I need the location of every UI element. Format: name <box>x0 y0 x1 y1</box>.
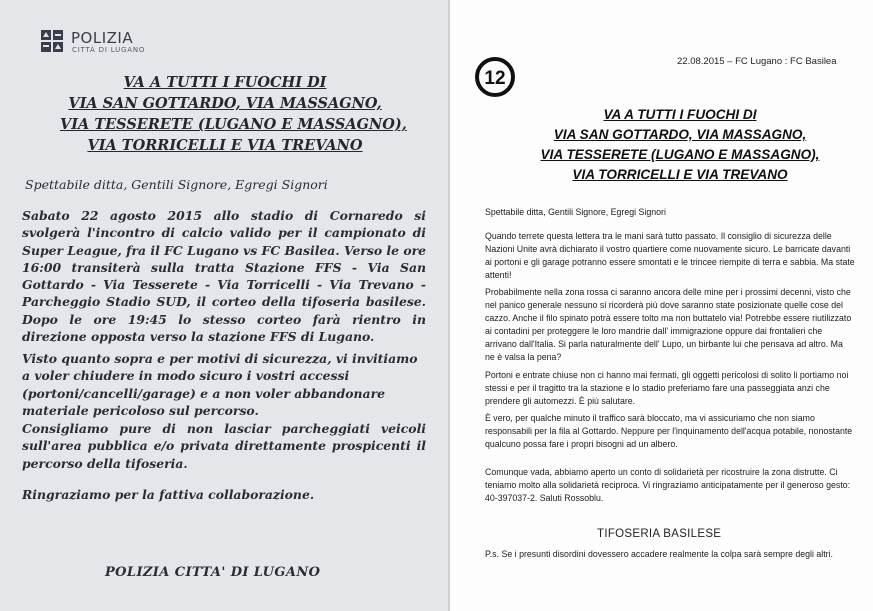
fan-paragraph: Probabilmente nella zona rossa ci saranno ancora delle mine per i prossimi decenni, visto che nel panico generale nessuno si ricorderà più dove saranno state posizionate quelle cose del cazzo. Anche il filo spinato potrà essere tolto ma non buttatelo via! Potrebbe essere riutilizzato ai contadini per proteggere le loro mandrie dall' immigrazione oppure dai frontalieri che arrivano dall'Italia. Si parla naturalmente dell' Lupo, un birbante lui che pensava ad altro. Ma ne è valsa la pena? <box>485 287 852 362</box>
police-logo-subtitle: CITTÀ DI LUGANO <box>72 46 146 54</box>
police-logo-name: POLIZIA <box>71 29 134 47</box>
police-paragraph: Sabato 22 agosto 2015 allo stadio di Cornaredo si svolgerà l'incontro di calcio valido per il campionato di Super League, fra il FC Lugano vs FC Basilea. Verso le ore 16:00 transiterà sulla tratta Stazione FFS - Via San Gottardo - Via Tesserete - Via Torricelli - Via Trevano - Parcheggio Stadio SUD, il corteo della tifoseria basilese. Dopo le ore 19:45 lo stesso corteo farà rientro in direzione opposta verso la stazione FFS di Lugano. <box>22 208 426 345</box>
lugano-crest-icon <box>40 29 64 53</box>
police-notice-title <box>60 72 407 156</box>
title-line: VIA SAN GOTTARDO, VIA MASSAGNO, <box>553 127 807 142</box>
fan-paragraph: Portoni e entrate chiuse non ci hanno mai fermati, gli oggetti pericolosi di solito li portiamo noi stessi e per il tragitto tra la stazione e lo stadio preferiamo fare una passeggiata anzi che prendere gli automezzi. È più salutare. <box>485 370 849 406</box>
title-line: VA A TUTTI I FUOCHI DI <box>603 107 757 122</box>
title-line: VA A TUTTI I FUOCHI DI <box>123 74 327 91</box>
title-line: VIA SAN GOTTARDO, VIA MASSAGNO, <box>68 95 382 112</box>
fan-signature: TIFOSERIA BASILESE <box>597 528 722 540</box>
number-12-badge-icon <box>475 57 515 97</box>
title-line: VIA TORRICELLI E VIA TREVANO <box>572 167 788 182</box>
fan-paragraph: Comunque vada, abbiamo aperto un conto di solidarietà per ricostruire la zona distrutte. Ci teniamo molto alla solidarietà reciproca. Vi ringraziamo anticipatamente per il generoso gesto: 40-397037-2. Saluti Rossoblu. <box>485 467 851 503</box>
police-paragraph: Consigliamo pure di non lasciar parcheggiati veicoli sull'area pubblica e/o privata direttamente prospicenti il percorso della tifoseria. <box>22 421 426 471</box>
police-salutation: Spettabile ditta, Gentili Signore, Egregi Signori <box>25 177 328 192</box>
police-signature: POLIZIA CITTA' DI LUGANO <box>105 565 321 580</box>
title-line: VIA TESSERETE (LUGANO E MASSAGNO), <box>60 116 407 133</box>
fan-paragraph: È vero, per qualche minuto il traffico sarà bloccato, ma vi assicuriamo che non siamo responsabili per la fila al Gottardo. Neppure per l'inquinamento dell'acqua potabile, nonostante qualcuno possa fare i propri bisogni ad un albero. <box>485 413 853 449</box>
match-date-line: 22.08.2015 – FC Lugano : FC Basilea <box>677 56 837 67</box>
fan-flyer-title <box>500 105 860 185</box>
fan-postscript: P.s. Se i presunti disordini dovessero accadere realmente la colpa sarà sempre degli altri. <box>485 549 833 559</box>
police-paragraph: Visto quanto sopra e per motivi di sicurezza, vi invitiamo a voler chiudere in modo sicuro i vostri accessi (portoni/cancelli/garage) e a non voler abbandonare materiale pericoloso sul percorso. <box>22 351 418 418</box>
fan-flyer-page <box>450 0 873 611</box>
police-paragraph: Ringraziamo per la fattiva collaborazione. <box>22 487 315 502</box>
title-line: VIA TESSERETE (LUGANO E MASSAGNO), <box>540 147 820 162</box>
title-line: VIA TORRICELLI E VIA TREVANO <box>87 137 363 154</box>
fan-salutation: Spettabile ditta, Gentili Signore, Egregi Signori <box>485 207 666 217</box>
badge-number: 12 <box>484 68 506 89</box>
fan-paragraph: Quando terrete questa lettera tra le mani sarà tutto passato. Il consiglio di sicurezza delle Nazioni Unite avrà dichiarato il vostro quartiere come nuovamente sicuro. Le barricate davanti ai portoni e gli garage potranno essere smontati e le trincee riempite di terra e sabbia. Ma state attenti! <box>485 231 855 280</box>
